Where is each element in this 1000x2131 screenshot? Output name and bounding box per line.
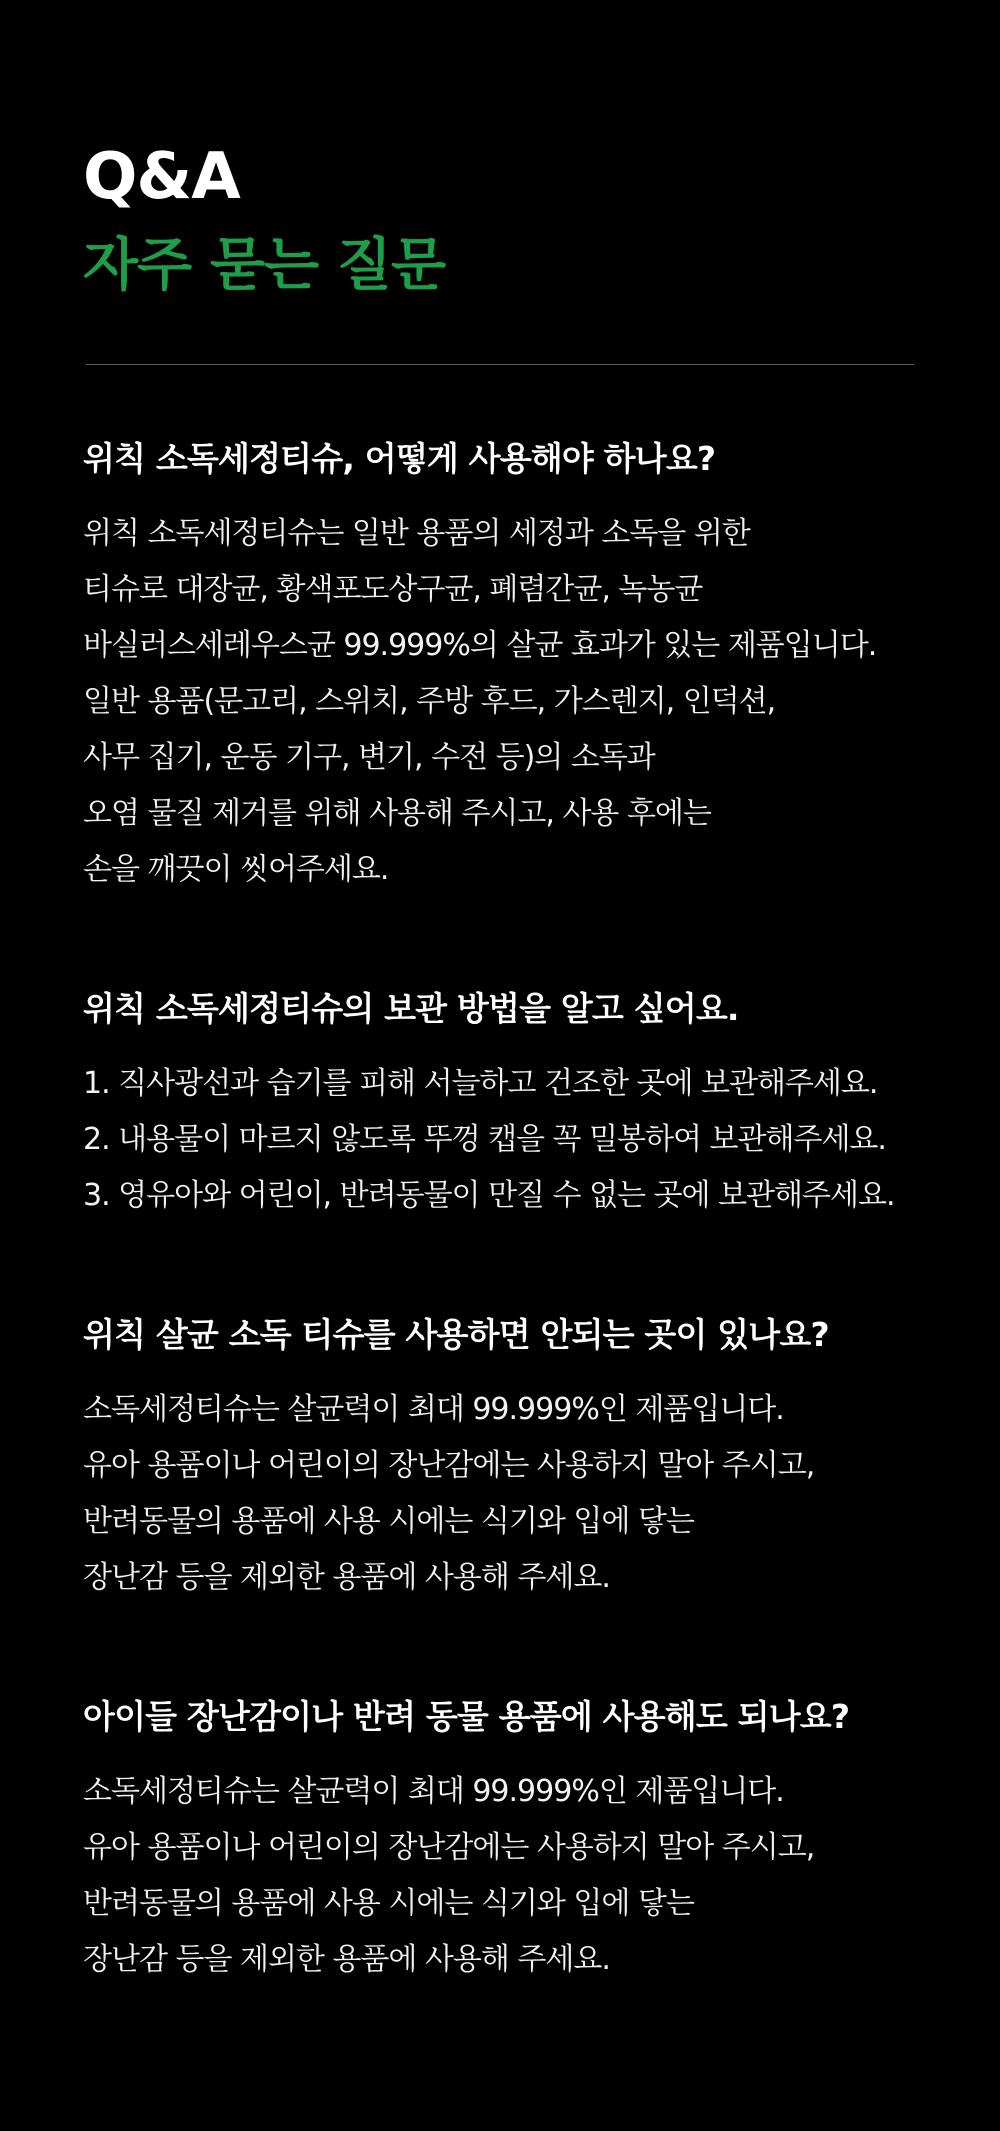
faq-item-storage: [83, 987, 917, 1224]
page-title: Q&A: [83, 140, 240, 214]
answer-line: 사무 집기, 운동 기구, 변기, 수전 등)의 소독과: [83, 740, 655, 775]
faq-question: 위칙 살균 소독 티슈를 사용하면 안되는 곳이 있나요?: [83, 1315, 829, 1354]
answer-line: 손을 깨끗이 씻어주세요.: [83, 852, 389, 887]
section-divider: [86, 364, 914, 365]
answer-line: 소독세정티슈는 살균력이 최대 99.999%인 제품입니다.: [83, 1392, 784, 1427]
faq-heading: 자주 묻는 질문: [83, 232, 446, 298]
faq-item-usage: [83, 437, 917, 898]
faq-question: 아이들 장난감이나 반려 동물 용품에 사용해도 되나요?: [83, 1697, 850, 1736]
answer-line: 티슈로 대장균, 황색포도상구균, 폐렴간균, 녹농균: [83, 572, 703, 607]
answer-line: 일반 용품(문고리, 스위치, 주방 후드, 가스렌지, 인덕션,: [83, 684, 776, 719]
answer-line: 3. 영유아와 어린이, 반려동물이 만질 수 없는 곳에 보관해주세요.: [83, 1178, 895, 1213]
faq-question: 위칙 소독세정티슈, 어떻게 사용해야 하나요?: [83, 439, 716, 478]
answer-line: 오염 물질 제거를 위해 사용해 주시고, 사용 후에는: [83, 796, 711, 831]
faq-list: [83, 437, 917, 1988]
faq-item-toys-pets: [83, 1695, 917, 1988]
answer-line: 2. 내용물이 마르지 않도록 뚜껑 캡을 꼭 밀봉하여 보관해주세요.: [83, 1122, 886, 1157]
answer-line: 반려동물의 용품에 사용 시에는 식기와 입에 닿는: [83, 1504, 694, 1539]
faq-answer: [83, 1764, 917, 1988]
answer-line: 소독세정티슈는 살균력이 최대 99.999%인 제품입니다.: [83, 1774, 784, 1809]
answer-line: 1. 직사광선과 습기를 피해 서늘하고 건조한 곳에 보관해주세요.: [83, 1066, 878, 1101]
faq-question: 위칙 소독세정티슈의 보관 방법을 알고 싶어요.: [83, 989, 739, 1028]
faq-answer: [83, 1382, 917, 1606]
answer-line: 반려동물의 용품에 사용 시에는 식기와 입에 닿는: [83, 1886, 694, 1921]
answer-line: 위칙 소독세정티슈는 일반 용품의 세정과 소독을 위한: [83, 516, 750, 551]
faq-answer: [83, 1056, 917, 1224]
faq-item-restrictions: [83, 1313, 917, 1606]
answer-line: 장난감 등을 제외한 용품에 사용해 주세요.: [83, 1942, 610, 1977]
faq-answer: [83, 506, 917, 898]
answer-line: 장난감 등을 제외한 용품에 사용해 주세요.: [83, 1560, 610, 1595]
answer-line: 바실러스세레우스균 99.999%의 살균 효과가 있는 제품입니다.: [83, 628, 877, 663]
answer-line: 유아 용품이나 어린이의 장난감에는 사용하지 말아 주시고,: [83, 1830, 815, 1865]
answer-line: 유아 용품이나 어린이의 장난감에는 사용하지 말아 주시고,: [83, 1448, 815, 1483]
